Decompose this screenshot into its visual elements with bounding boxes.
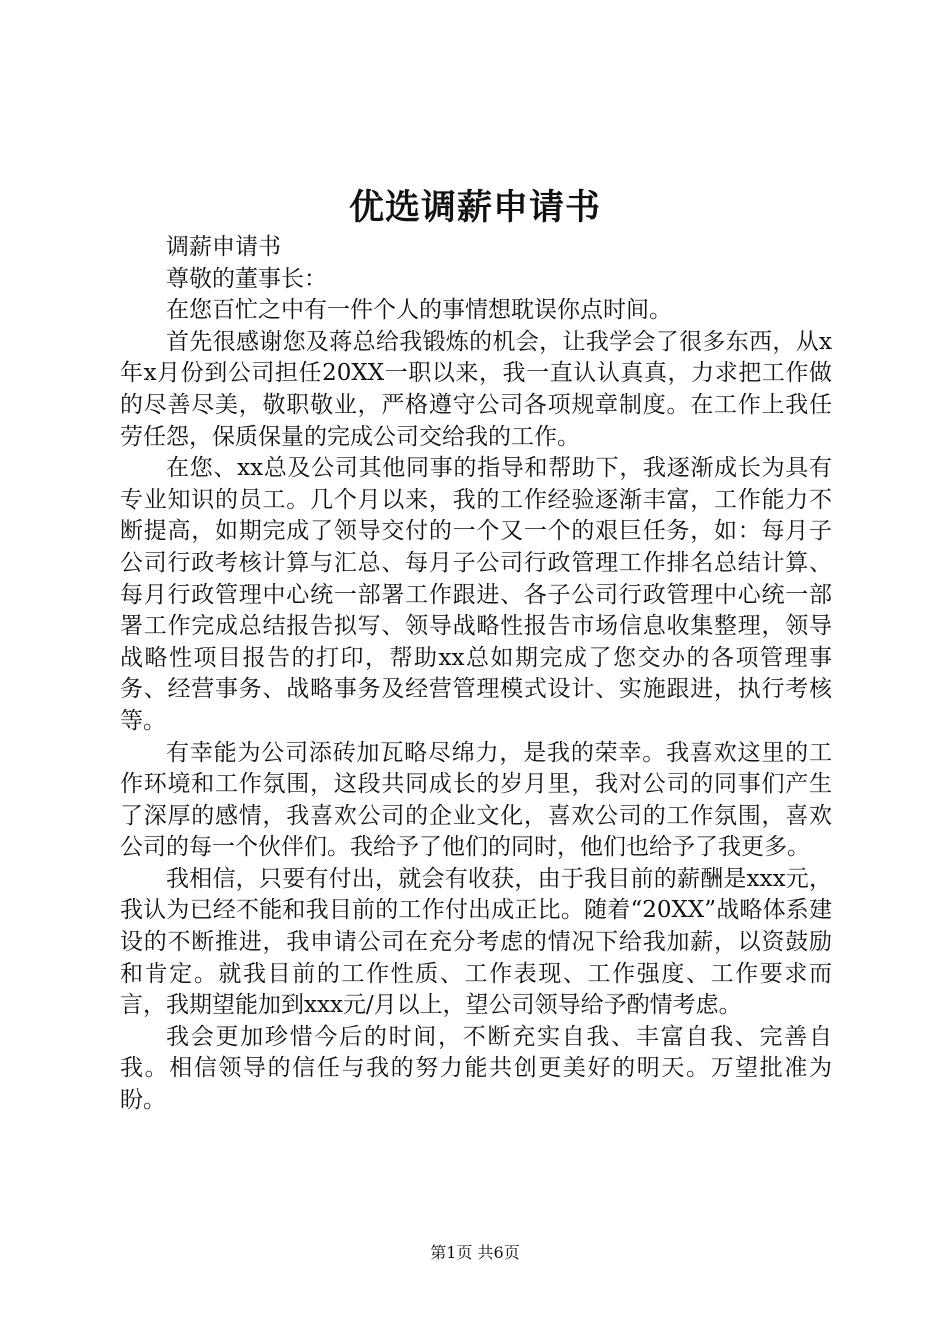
- document-title: 优选调薪申请书: [348, 188, 601, 228]
- paragraph-request: 我相信，只要有付出，就会有收获，由于我目前的薪酬是xxx元，我认为已经不能和我目前的工作付出成正比。随着“20XX”战略体系建设的不断推进，我申请公司在充分考虑的情况下给我加薪，以资鼓励和肯定。就我目前的工作性质、工作表现、工作强度、工作要求而言，我期望能加到xxx元/月以上，望公司领导给予酌情考虑。: [120, 865, 832, 1019]
- paragraph-salutation: 尊敬的董事长：: [166, 265, 327, 292]
- page-footer: 第1页 共6页: [430, 1243, 520, 1262]
- paragraph-gratitude: 首先很感谢您及蒋总给我锻炼的机会，让我学会了很多东西，从x年x月份到公司担任20XX一职以来，我一直认认真真，力求把工作做的尽善尽美，敬职敬业，严格遵守公司各项规章制度。在工作上我任劳任怨，保质保量的完成公司交给我的工作。: [120, 328, 832, 450]
- paragraph-intro: 在您百忙之中有一件个人的事情想耽误你点时间。: [166, 297, 672, 324]
- paragraph-heading: 调薪申请书: [166, 234, 281, 260]
- document-body: [120, 232, 832, 1117]
- paragraph-achievements: 在您、xx总及公司其他同事的指导和帮助下，我逐渐成长为具有专业知识的员工。几个月以来，我的工作经验逐渐丰富，工作能力不断提高，如期完成了领导交付的一个又一个的艰巨任务，如：每月子公司行政考核计算与汇总、每月子公司行政管理工作排名总结计算、每月行政管理中心统一部署工作跟进、各子公司行政管理中心统一部署工作完成总结报告拟写、领导战略性报告市场信息收集整理，领导战略性项目报告的打印，帮助xx总如期完成了您交办的各项管理事务、经营事务、战略事务及经营管理模式设计、实施跟进，执行考核等。: [120, 455, 832, 734]
- paragraph-closing: 我会更加珍惜今后的时间，不断充实自我、丰富自我、完善自我。相信领导的信任与我的努力能共创更美好的明天。万望批准为盼。: [120, 1023, 832, 1114]
- paragraph-honor: 有幸能为公司添砖加瓦略尽绵力，是我的荣幸。我喜欢这里的工作环境和工作氛围，这段共同成长的岁月里，我对公司的同事们产生了深厚的感情，我喜欢公司的企业文化，喜欢公司的工作氛围，喜欢公司的每一个伙伴们。我给予了他们的同时，他们也给予了我更多。: [120, 739, 832, 861]
